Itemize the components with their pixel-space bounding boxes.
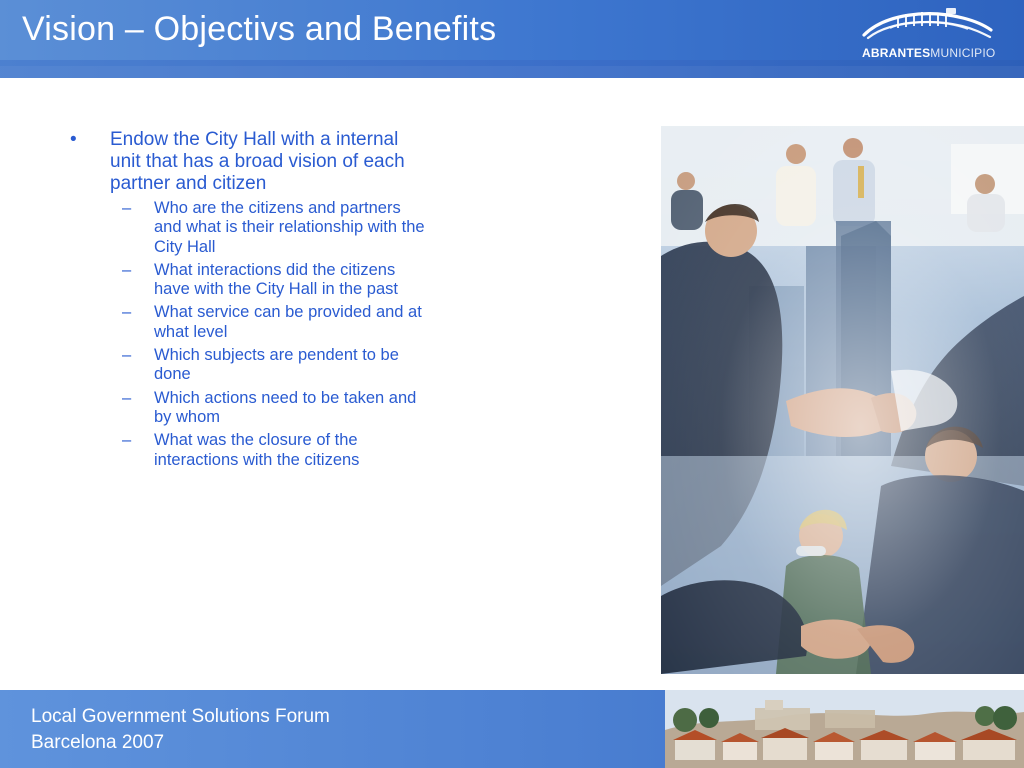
sub-bullet-marker: –: [122, 431, 132, 450]
bullet-marker: •: [70, 129, 77, 150]
sub-bullet-text: Which actions need to be taken and by whom: [154, 388, 417, 426]
sub-bullet-4: [70, 346, 430, 385]
town-panorama-photo: [665, 690, 1024, 768]
abrantes-logo-icon: [850, 2, 1020, 64]
sub-bullet-text: What service can be provided and at what level: [154, 303, 422, 341]
footer-line-1: Local Government Solutions Forum: [31, 706, 330, 727]
sub-bullets: [70, 199, 430, 470]
main-bullet: [70, 129, 430, 195]
main-bullet-text: Endow the City Hall with a internal unit that has a broad vision of each partner and citizen: [110, 129, 405, 194]
sub-bullet-marker: –: [122, 199, 132, 217]
sub-bullet-5: [70, 389, 430, 428]
footer-line-2: Barcelona 2007: [31, 732, 165, 753]
sub-bullet-6: [70, 431, 430, 470]
sub-bullet-2: [70, 261, 430, 300]
title-bar: [0, 0, 1024, 66]
sub-bullet-marker: –: [122, 388, 132, 407]
business-collage-photo: [661, 126, 1024, 674]
sub-bullet-text: Which subjects are pendent to be done: [154, 346, 399, 384]
sub-bullet-3: [70, 303, 430, 342]
title-underline: [0, 60, 1024, 78]
sub-bullet-marker: –: [122, 346, 132, 365]
sub-bullet-marker: –: [122, 260, 132, 279]
sub-bullet-marker: –: [122, 303, 132, 322]
slide-title: Vision – Objectivs and Benefits: [22, 10, 497, 48]
sub-bullet-text: What interactions did the citizens have with the City Hall in the past: [154, 260, 398, 299]
sub-bullet-text: What was the closure of the interactions with the citizens: [154, 431, 360, 469]
sub-bullet-text: Who are the citizens and partners and what is their relationship with the City Hall: [154, 199, 425, 256]
logo-text: ABRANTESMUNICIPIO: [862, 46, 996, 60]
sub-bullet-1: [70, 199, 430, 257]
bullet-content: [70, 129, 430, 474]
